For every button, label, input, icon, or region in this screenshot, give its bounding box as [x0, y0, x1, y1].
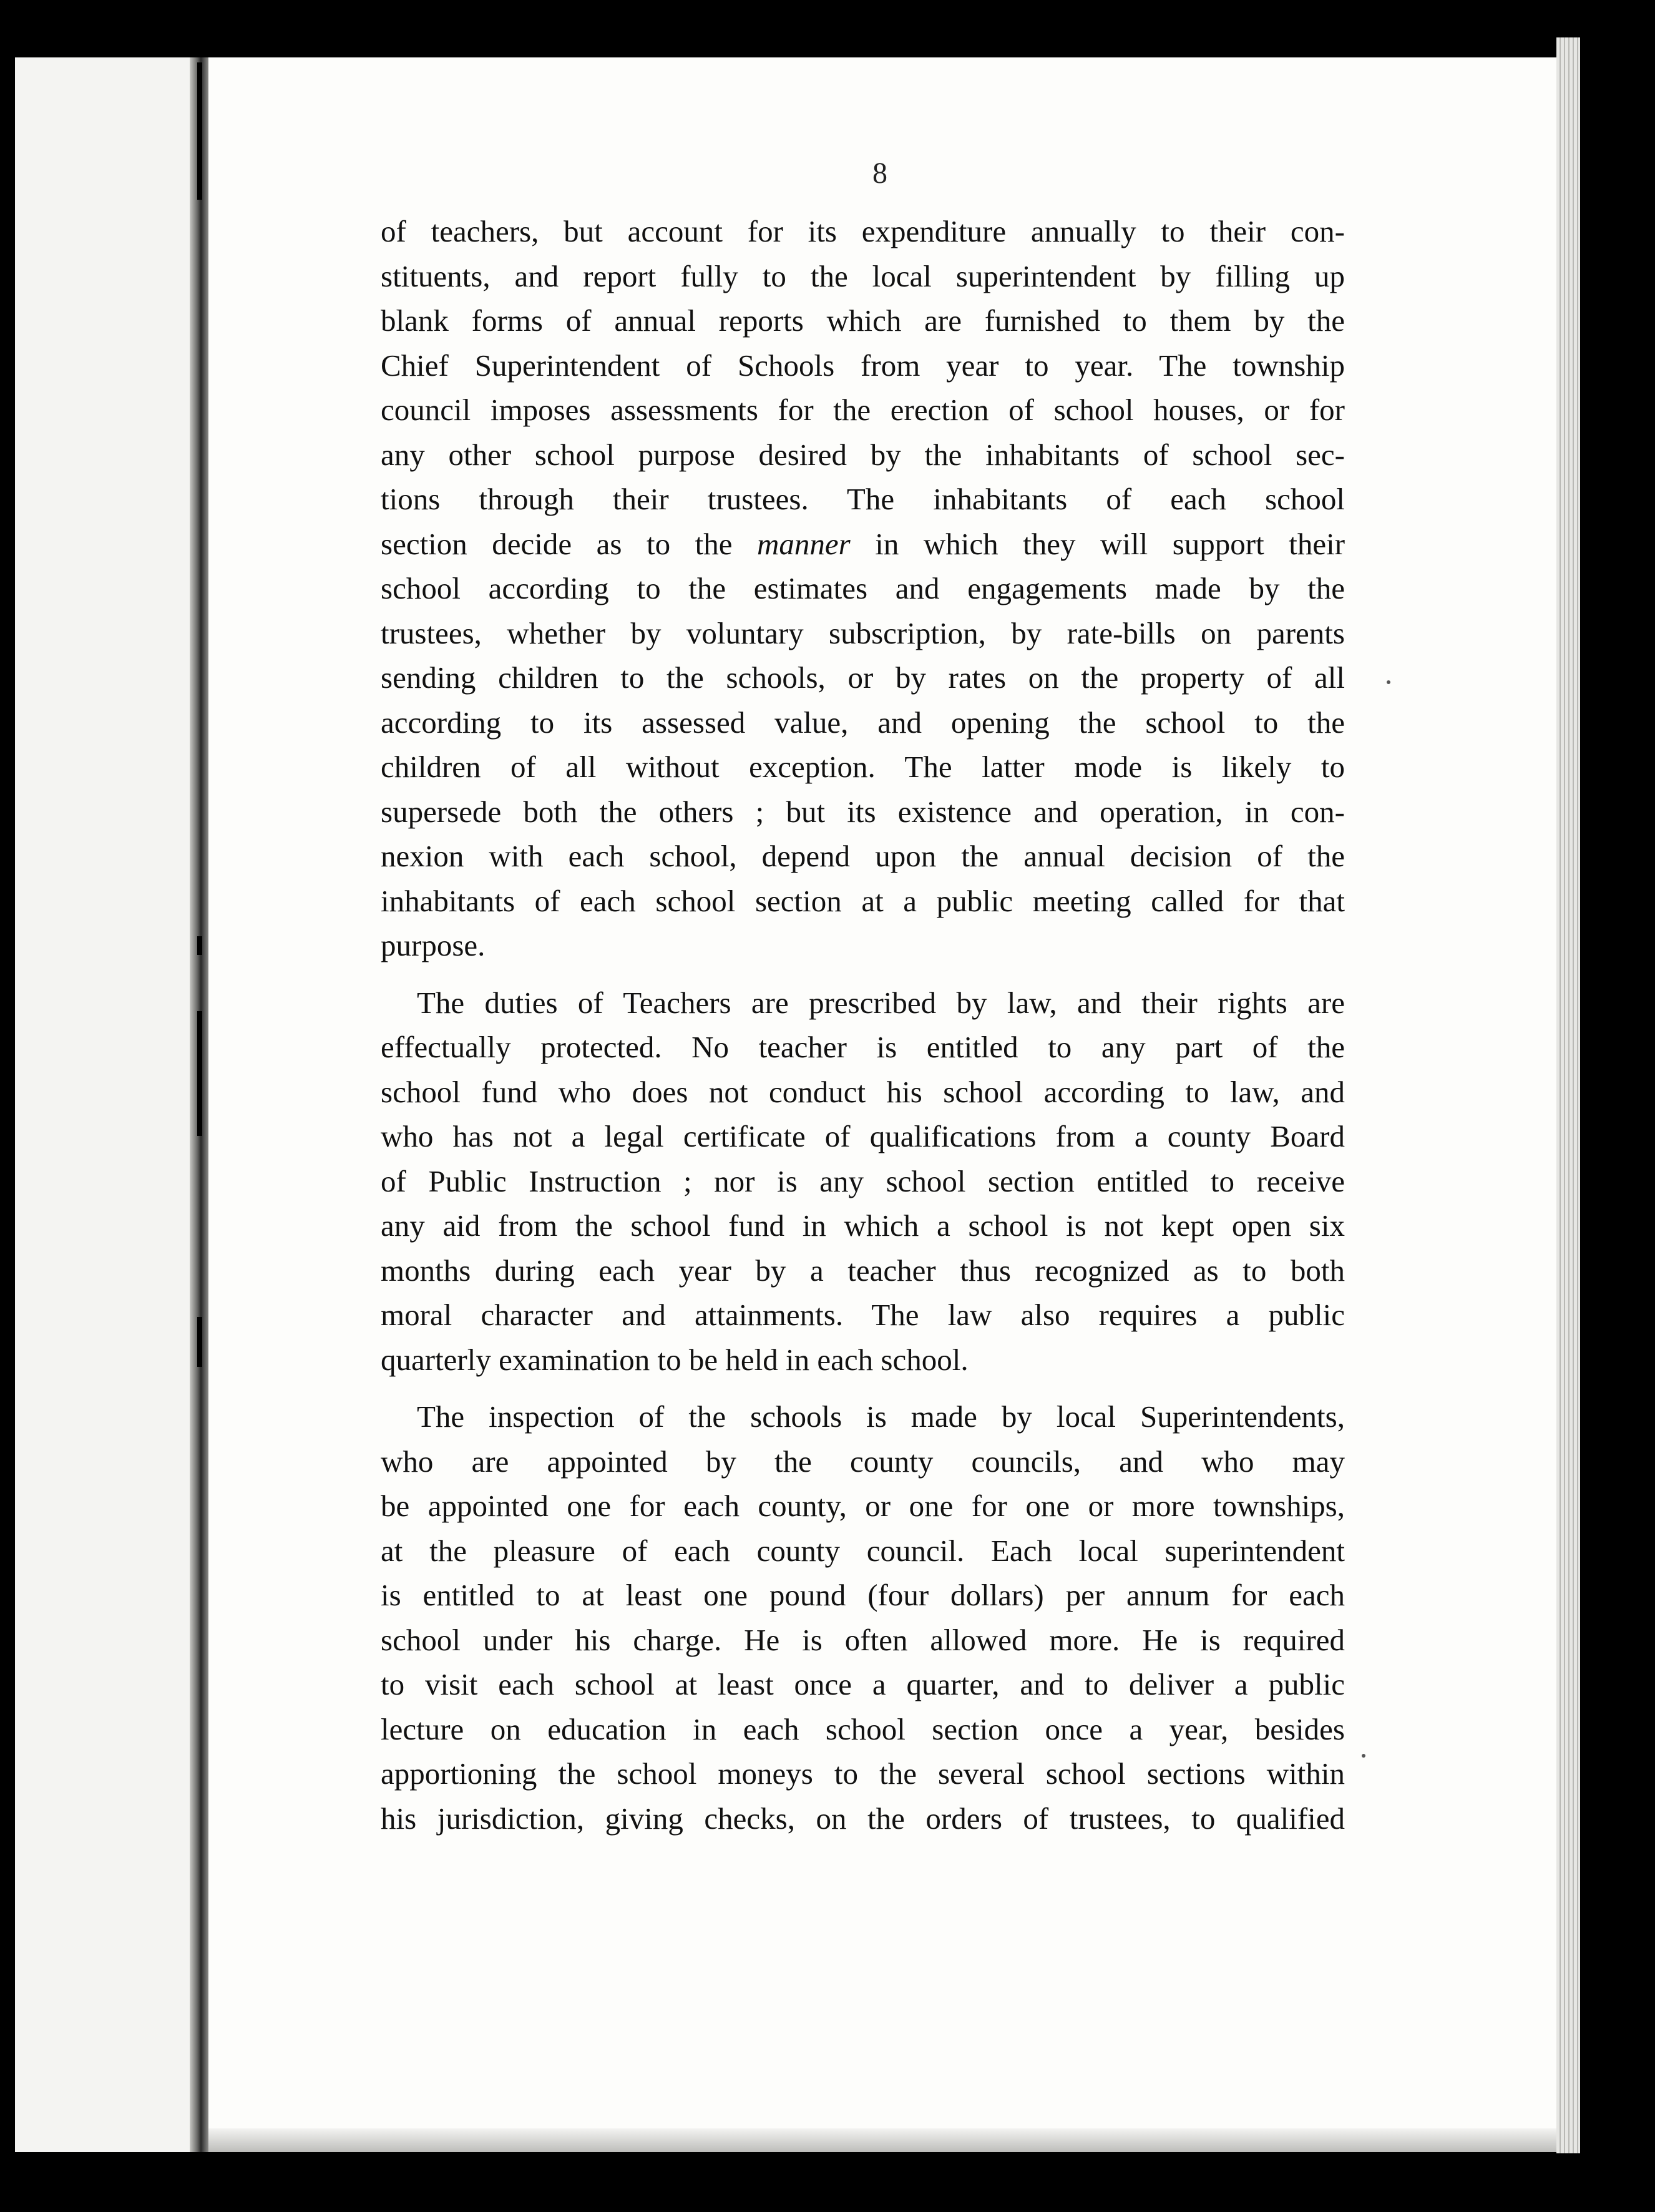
text-line: school according to the estimates and engagements made by the	[381, 571, 1345, 605]
text-line: council imposes assessments for the erection of school houses, or for	[381, 393, 1345, 427]
page-bottom-shadow	[208, 2128, 1556, 2152]
text-line: children of all without exception. The latter mode is likely to	[381, 750, 1345, 784]
text-line: to visit each school at least once a quarter, and to deliver a public	[381, 1667, 1345, 1701]
text-line: who are appointed by the county councils, and who may	[381, 1444, 1345, 1479]
text-line: The inspection of the schools is made by local Superintendents,	[417, 1399, 1345, 1434]
text-line: his jurisdiction, giving checks, on the orders of trustees, to qualified	[381, 1801, 1345, 1836]
gutter-mark	[197, 1317, 202, 1367]
text-line: according to its assessed value, and opening the school to the	[381, 705, 1345, 740]
facing-page-edge	[15, 57, 195, 2152]
text-line: blank forms of annual reports which are furnished to them by the	[381, 303, 1345, 338]
ink-speck	[1362, 1754, 1365, 1758]
text-line: nexion with each school, depend upon the annual decision of the	[381, 839, 1345, 873]
text-line: any other school purpose desired by the inhabitants of school sec-	[381, 437, 1345, 472]
paragraph-2	[381, 981, 1345, 1382]
text-line: apportioning the school moneys to the several school sections within	[381, 1756, 1345, 1791]
scan-border-bottom	[0, 2152, 1655, 2212]
text-line: quarterly examination to be held in each school.	[381, 1342, 969, 1377]
text-line: at the pleasure of each county council. Each local superintendent	[381, 1533, 1345, 1568]
text-line: any aid from the school fund in which a school is not kept open six	[381, 1208, 1345, 1243]
text-line: of Public Instruction ; nor is any school section entitled to receive	[381, 1163, 1345, 1198]
text-line: stituents, and report fully to the local superintendent by filling up	[381, 258, 1345, 293]
text-line: The duties of Teachers are prescribed by law, and their rights are	[417, 985, 1345, 1020]
text-fragment: section decide as to the	[381, 526, 733, 561]
text-line-with-italic	[381, 522, 1345, 567]
paragraph-3	[381, 1394, 1345, 1841]
page-number: 8	[872, 157, 887, 190]
text-line: trustees, whether by voluntary subscription, by rate-bills on parents	[381, 615, 1345, 650]
text-line: who has not a legal certificate of qualifications from a county Board	[381, 1119, 1345, 1153]
text-line: tions through their trustees. The inhabitants of each school	[381, 482, 1345, 516]
scan-border-top	[0, 0, 1655, 57]
scan-border-right	[1580, 0, 1655, 2212]
text-line: inhabitants of each school section at a public meeting called for that	[381, 883, 1345, 918]
text-line: sending children to the schools, or by rates on the property of all	[381, 660, 1345, 695]
text-line: supersede both the others ; but its existence and operation, in con-	[381, 794, 1345, 829]
text-fragment: in which they will support their	[875, 526, 1345, 561]
text-line: moral character and attainments. The law also requires a public	[381, 1298, 1345, 1332]
page-stack-edges	[1556, 37, 1580, 2153]
text-line: Chief Superintendent of Schools from year to year. The township	[381, 348, 1345, 383]
paragraph-1	[381, 209, 1345, 968]
gutter-mark	[197, 936, 202, 955]
text-line: months during each year by a teacher thus recognized as to both	[381, 1253, 1345, 1288]
text-line: school under his charge. He is often allowed more. He is required	[381, 1622, 1345, 1657]
text-line: school fund who does not conduct his school according to law, and	[381, 1074, 1345, 1109]
text-line: purpose.	[381, 928, 486, 962]
text-line: of teachers, but account for its expenditure annually to their con-	[381, 214, 1345, 248]
gutter-mark	[197, 62, 202, 200]
gutter-mark	[197, 1011, 202, 1136]
text-line: be appointed one for each county, or one for one or more townships,	[381, 1489, 1345, 1523]
ink-speck	[1387, 680, 1390, 684]
scan-border-left	[0, 0, 15, 2212]
body-text	[381, 209, 1345, 1841]
text-line: lecture on education in each school section once a year, besides	[381, 1711, 1345, 1746]
text-line: effectually protected. No teacher is entitled to any part of the	[381, 1030, 1345, 1064]
italic-word: manner	[757, 526, 851, 561]
text-line: is entitled to at least one pound (four dollars) per annum for each	[381, 1578, 1345, 1612]
